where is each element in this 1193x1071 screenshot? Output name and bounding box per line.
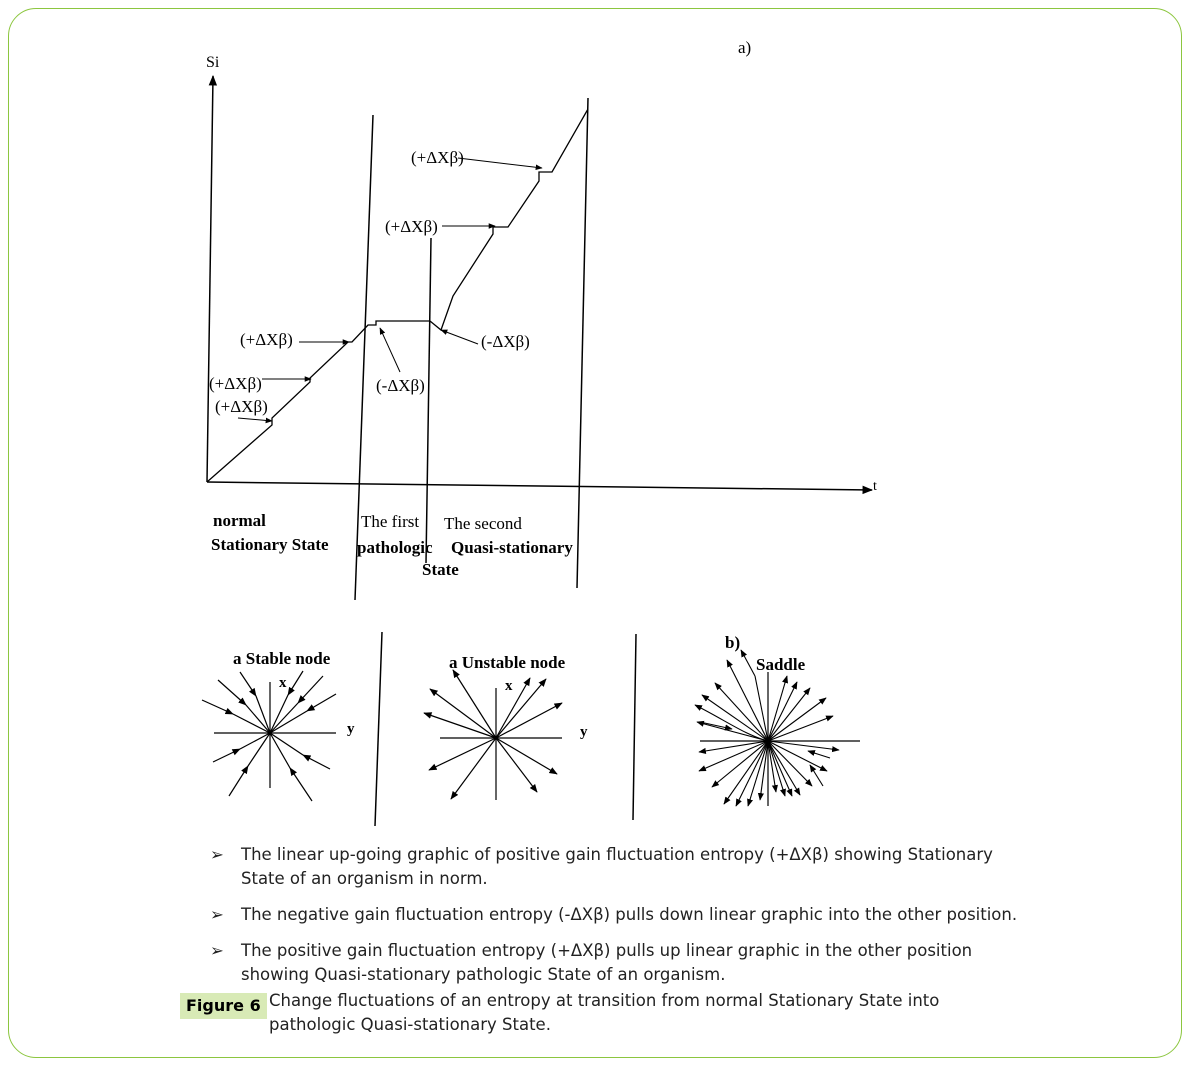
plus-arrow-5 bbox=[458, 158, 542, 168]
label-the-second: The second bbox=[444, 514, 522, 533]
bullet-text-2: The negative gain fluctuation entropy (-ΔXβ) pulls down linear graphic into the other position. bbox=[241, 905, 1018, 924]
stable-node-title: a Stable node bbox=[233, 649, 331, 668]
panel-a-label: a) bbox=[738, 38, 752, 57]
separator-line-2 bbox=[426, 238, 431, 563]
bullet-text-1: The linear up-going graphic of positive gain fluctuation entropy (+ΔXβ) showing Stationary State of an organism in norm. bbox=[241, 845, 993, 888]
saddle-title: Saddle bbox=[756, 655, 806, 674]
label-quasi-stationary: Quasi-stationary bbox=[451, 538, 573, 557]
x-axis-label: t bbox=[873, 479, 877, 494]
bullet-text-3: The positive gain fluctuation entropy (+ΔXβ) pulls up linear graphic in the other position showing Quasi-stationary pathologic State of an organism. bbox=[241, 941, 973, 984]
bullet-arrow-icon: ➢ bbox=[210, 905, 224, 924]
bullet-list bbox=[210, 843, 1020, 999]
panel-b-label: b) bbox=[725, 633, 741, 652]
label-the-first: The first bbox=[361, 512, 420, 531]
label-pathologic: pathologic bbox=[357, 538, 433, 557]
plus-label-4: (+ΔXβ) bbox=[385, 217, 438, 236]
bullet-item-3 bbox=[210, 939, 1020, 987]
figure-caption-text: Change fluctuations of an entropy at transition from normal Stationary State into pathologic Quasi-stationary State. bbox=[269, 991, 940, 1034]
unstable-node-title: a Unstable node bbox=[449, 653, 566, 672]
unstable-node-portrait bbox=[424, 653, 588, 800]
label-stationary-state: Stationary State bbox=[211, 535, 329, 554]
minus-arrow-1 bbox=[380, 328, 400, 372]
x-axis bbox=[207, 482, 872, 490]
bullet-item-2 bbox=[210, 903, 1020, 927]
portrait-separator-1 bbox=[375, 632, 382, 826]
label-normal: normal bbox=[213, 511, 266, 530]
minus-label-1: (-ΔXβ) bbox=[376, 376, 425, 395]
bullet-item-1 bbox=[210, 843, 1020, 891]
plus-label-1: (+ΔXβ) bbox=[215, 397, 268, 416]
figure-label-badge: Figure 6 bbox=[180, 993, 267, 1019]
minus-label-2: (-ΔXβ) bbox=[481, 332, 530, 351]
plus-label-5: (+ΔXβ) bbox=[411, 148, 464, 167]
stable-y-label: y bbox=[347, 721, 355, 737]
y-axis-label: Si bbox=[206, 54, 220, 71]
unstable-y-label: y bbox=[580, 724, 588, 740]
plus-label-3: (+ΔXβ) bbox=[240, 330, 293, 349]
label-state: State bbox=[422, 560, 459, 579]
portrait-separator-2 bbox=[633, 634, 636, 820]
stable-x-label: x bbox=[279, 675, 287, 691]
bullet-arrow-icon: ➢ bbox=[210, 941, 224, 960]
saddle-portrait bbox=[695, 650, 860, 806]
unstable-x-label: x bbox=[505, 678, 513, 694]
bullet-arrow-icon: ➢ bbox=[210, 845, 224, 864]
y-axis bbox=[207, 76, 213, 482]
plus-arrow-1 bbox=[238, 418, 272, 421]
stable-node-portrait bbox=[202, 649, 355, 801]
minus-arrow-2 bbox=[441, 330, 478, 344]
plus-label-2: (+ΔXβ) bbox=[209, 374, 262, 393]
separator-line-3 bbox=[577, 98, 588, 588]
entropy-curve bbox=[207, 109, 588, 482]
